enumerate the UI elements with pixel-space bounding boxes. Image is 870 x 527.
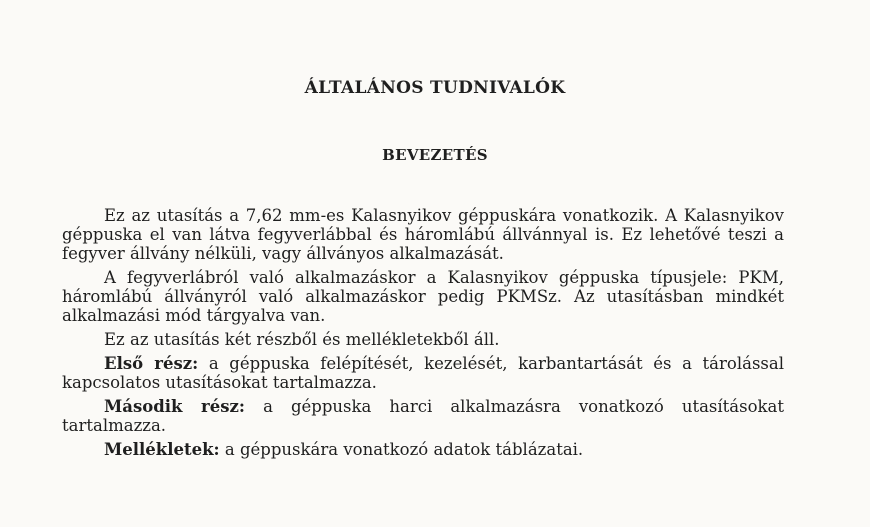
paragraph-text: A fegyverlábról való alkalmazáskor a Kalasnyikov géppuska típusjele: PKM, háromlábú állványról való alkalmazáskor pedig PKMSz. Az utasításban mindkét alkalmazási mód tárgyalva van. <box>62 268 784 325</box>
paragraph-part-two <box>62 397 784 435</box>
document-body <box>62 206 784 464</box>
paragraph-text: Ez az utasítás a 7,62 mm-es Kalasnyikov géppuskára vonatkozik. A Kalasnyikov géppuska el van látva fegyverlábbal és háromlábú állvánnyal is. Ez lehetővé teszi a fegyver állvány nélküli, vagy állványos alkalmazását. <box>62 206 784 263</box>
paragraph-lead: Első rész: <box>104 354 199 373</box>
section-title: BEVEZETÉS <box>382 146 488 164</box>
page-title: ÁLTALÁNOS TUDNIVALÓK <box>304 78 566 98</box>
paragraph-text: Ez az utasítás két részből és mellékletekből áll. <box>104 330 500 349</box>
paragraph-intro <box>62 206 784 263</box>
paragraph-lead: Mellékletek: <box>104 440 220 459</box>
paragraph-text: a géppuska harci alkalmazásra vonatkozó utasításokat tartalmazza. <box>62 397 784 435</box>
paragraph-structure <box>62 330 784 349</box>
paragraph-type-designation <box>62 268 784 325</box>
paragraph-part-one <box>62 354 784 392</box>
paragraph-text: a géppuska felépítését, kezelését, karbantartását és a tárolással kapcsolatos utasításokat tartalmazza. <box>62 354 784 392</box>
paragraph-lead: Második rész: <box>104 397 245 416</box>
paragraph-appendices <box>62 440 784 459</box>
paragraph-text: a géppuskára vonatkozó adatok táblázatai. <box>219 440 584 459</box>
